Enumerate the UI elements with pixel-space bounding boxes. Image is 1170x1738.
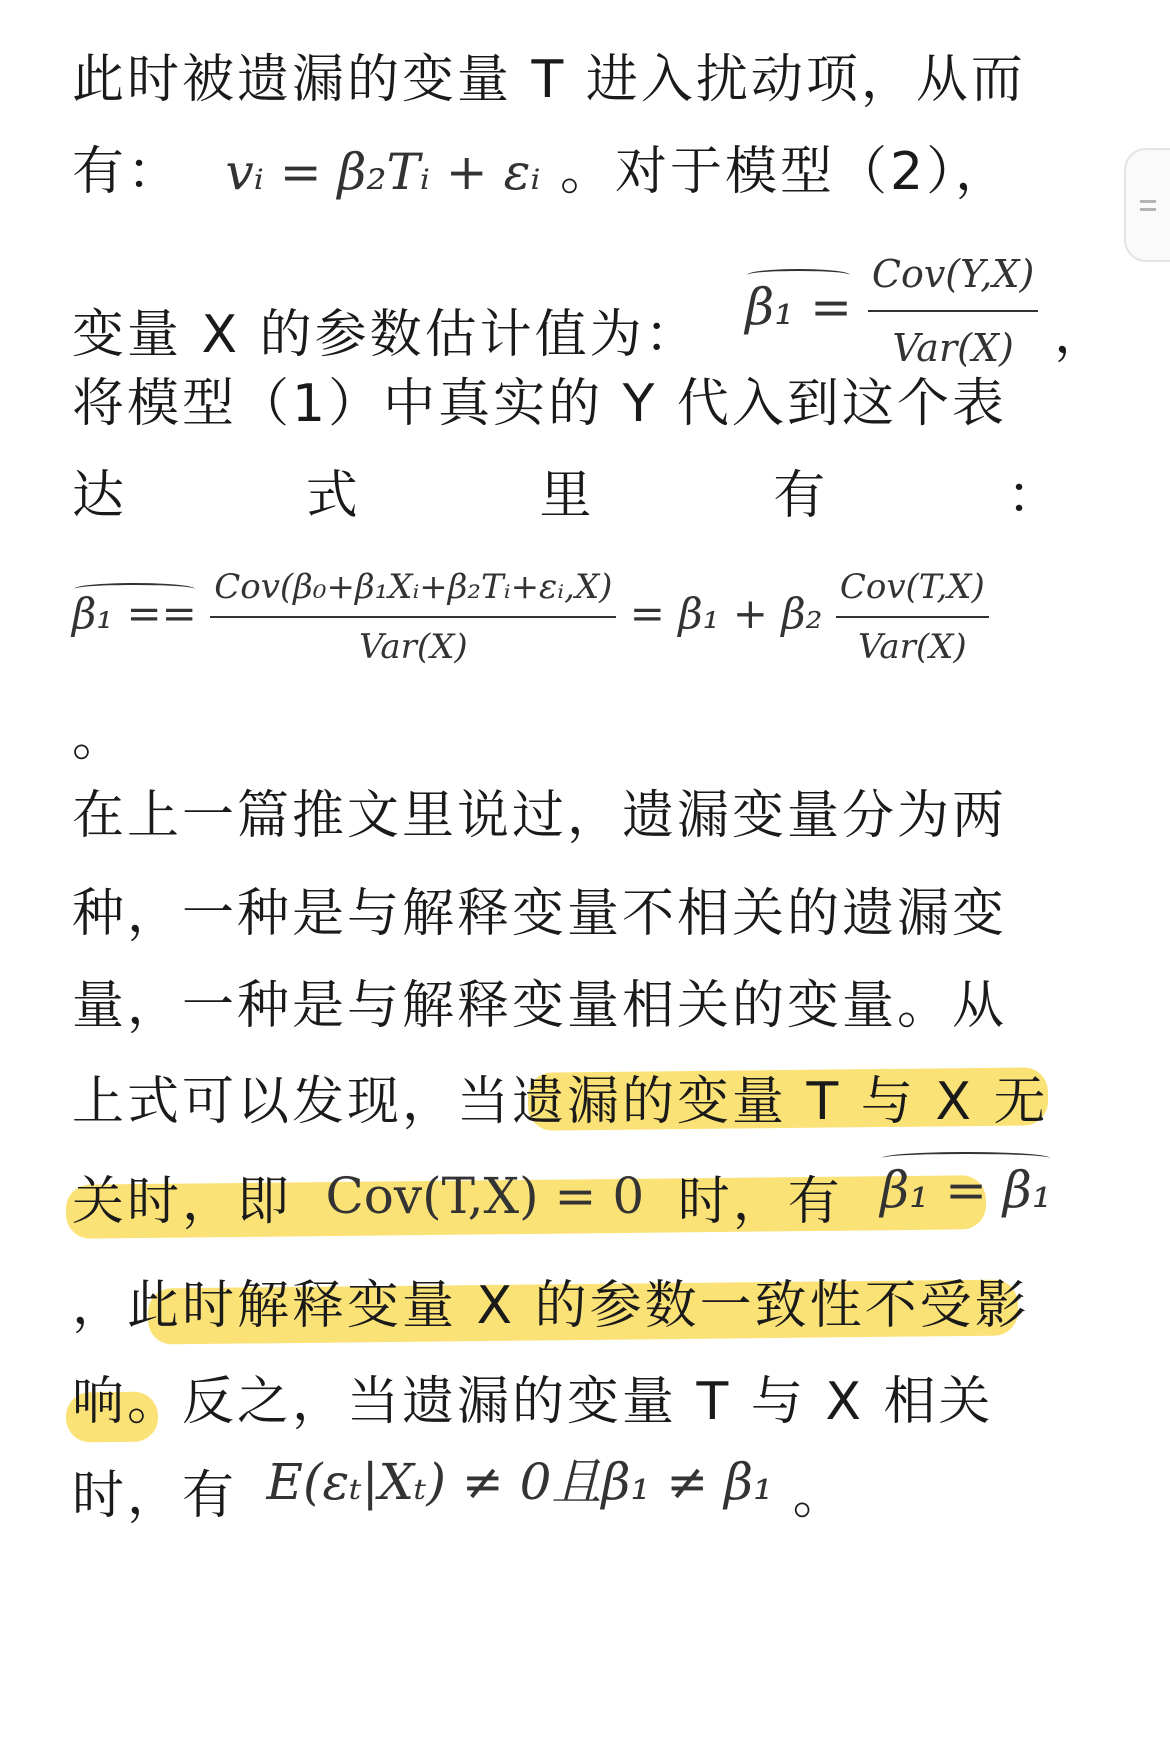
text-line: 此时被遗漏的变量 T 进入扰动项，从而 xyxy=(72,50,1026,110)
text-fragment: 变量 X 的参数估计值为： xyxy=(72,305,700,365)
text-line: 响。反之，当遗漏的变量 T 与 X 相关 xyxy=(72,1372,994,1432)
text-line xyxy=(72,1453,1092,1528)
text-fragment: ， xyxy=(1054,305,1110,365)
text-fragment: 。 xyxy=(792,1466,848,1526)
handle-grip-line xyxy=(1140,208,1156,211)
text-fragment: 。对于模型（2）， xyxy=(560,142,1011,202)
text-line-justified xyxy=(72,464,1062,528)
beta-hat-symbol: β₁ = xyxy=(745,275,852,339)
beta-hat-symbol: β₁ = β₁ xyxy=(880,1158,1052,1222)
text-fragment: 时，有 xyxy=(677,1172,843,1232)
formula-beta-hat xyxy=(745,252,1054,370)
formula-substitution xyxy=(72,562,1092,672)
fraction-numerator: Cov(T,X) xyxy=(836,562,989,618)
fraction xyxy=(836,562,989,672)
fraction xyxy=(210,562,616,672)
text-line xyxy=(72,1161,1092,1234)
fraction-numerator: Cov(Y,X) xyxy=(868,242,1038,312)
fraction xyxy=(868,242,1038,380)
formula-cov-zero: Cov(T,X) = 0 xyxy=(325,1167,645,1225)
char: 里 xyxy=(539,466,595,526)
text-line: 将模型（1）中真实的 Y 代入到这个表 xyxy=(72,374,1007,434)
text-line: 量，一种是与解释变量相关的变量。从 xyxy=(72,976,1008,1036)
char: ： xyxy=(1006,466,1062,526)
text-fragment: 关时，即 xyxy=(72,1172,293,1232)
char: 有 xyxy=(773,466,829,526)
formula-beta-equal xyxy=(880,1161,1052,1219)
text-line xyxy=(72,140,1092,204)
handle-grip-line xyxy=(1140,200,1156,203)
beta-hat-symbol: β₁ == xyxy=(72,589,197,638)
text-fragment: 有： xyxy=(72,142,183,202)
scroll-handle-icon[interactable] xyxy=(1124,148,1170,262)
text-fragment: 时，有 xyxy=(72,1466,238,1526)
char: 达 xyxy=(72,466,128,526)
text-line: ，此时解释变量 X 的参数一致性不受影 xyxy=(72,1276,1030,1336)
fraction-numerator: Cov(β₀+β₁Xᵢ+β₂Tᵢ+εᵢ,X) xyxy=(210,562,616,618)
formula-inconsistency: E(εₜ|Xₜ) ≠ 0且β₁ ≠ β₁ xyxy=(266,1453,774,1511)
text-line: 。 xyxy=(72,708,128,768)
text-line: 上式可以发现，当遗漏的变量 T 与 X 无 xyxy=(72,1072,1049,1132)
formula-disturbance: vᵢ = β₂Tᵢ + εᵢ xyxy=(225,143,541,201)
fraction-denominator: Var(X) xyxy=(892,326,1014,370)
text-line: 种，一种是与解释变量不相关的遗漏变 xyxy=(72,884,1008,944)
fraction-denominator: Var(X) xyxy=(358,627,468,667)
formula-middle: = β₁ + β₂ xyxy=(629,589,823,638)
fraction-denominator: Var(X) xyxy=(857,627,967,667)
char: 式 xyxy=(305,466,361,526)
text-line: 在上一篇推文里说过，遗漏变量分为两 xyxy=(72,786,1008,846)
